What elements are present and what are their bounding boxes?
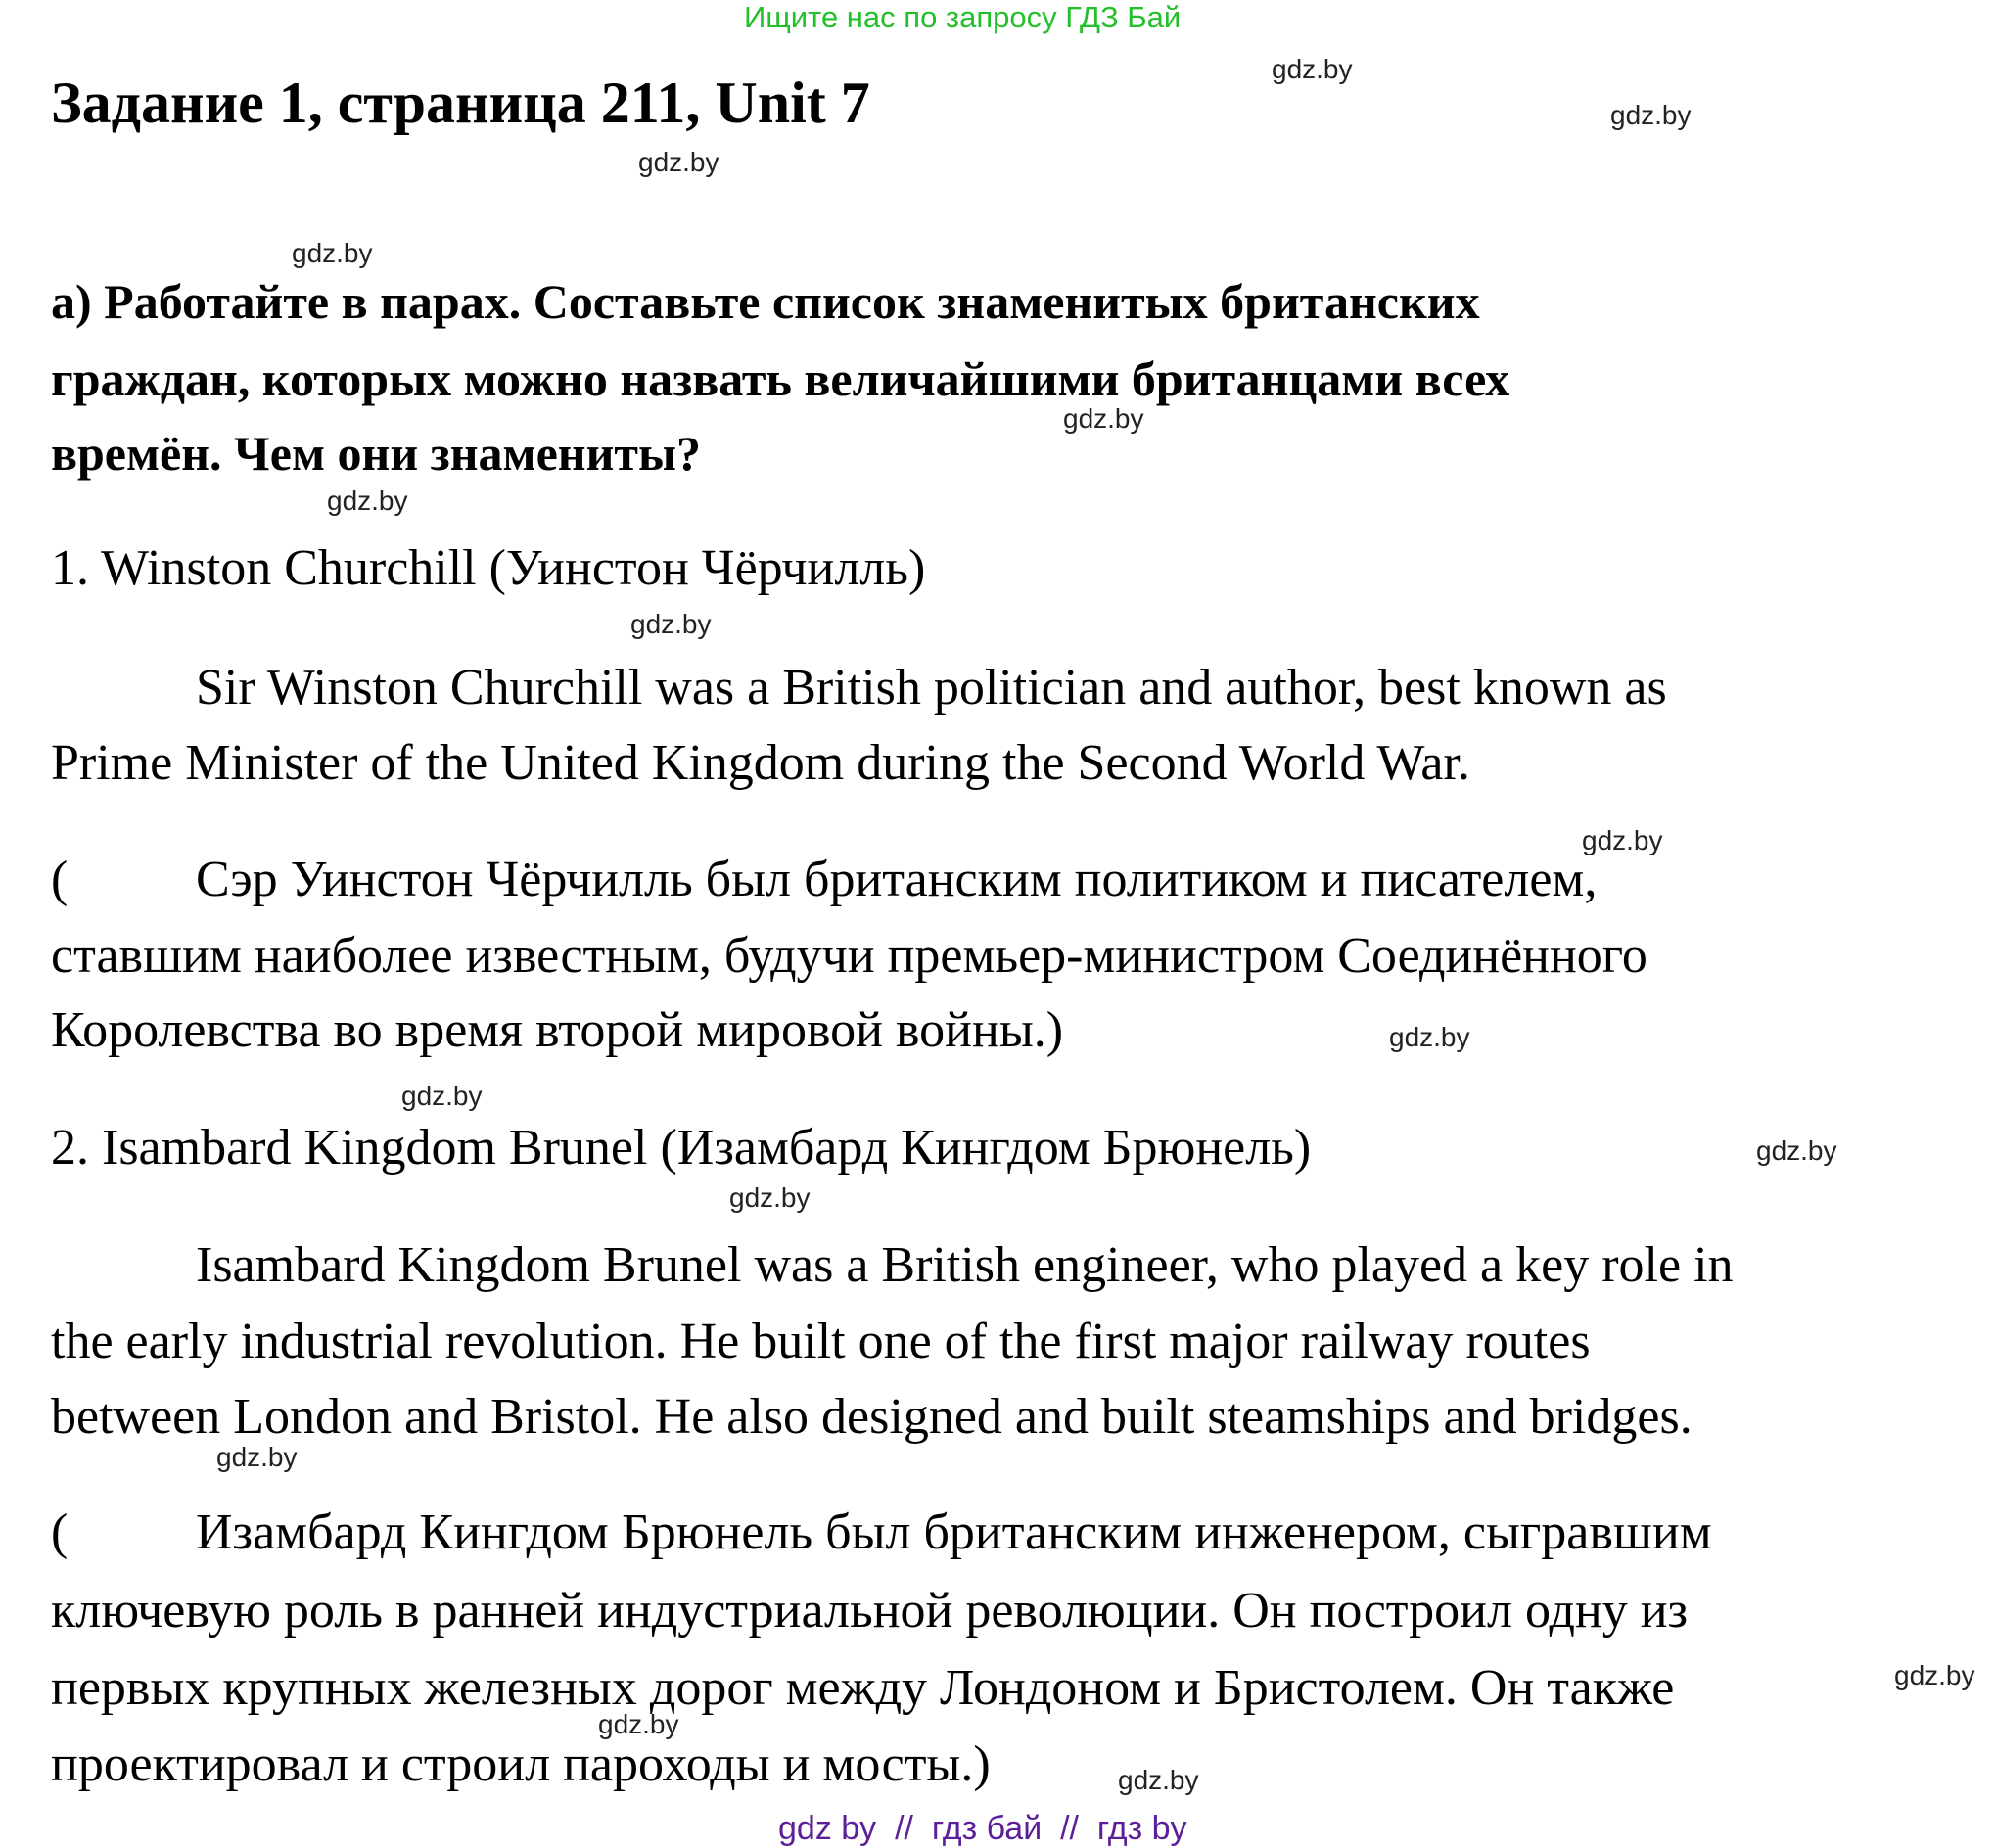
item1-en-line: Sir Winston Churchill was a British politician and author, best known as [196,660,1667,716]
watermark: gdz.by [1894,1660,1975,1690]
watermark: gdz.by [1389,1022,1470,1052]
watermark: gdz.by [216,1442,298,1472]
task-line: а) Работайте в парах. Составьте список знаменитых британских [51,274,1480,329]
watermark: gdz.by [1272,54,1353,84]
watermark: gdz.by [1118,1765,1199,1795]
item2-heading: 2. Isambard Kingdom Brunel (Изамбард Кингдом Брюнель) [51,1120,1312,1176]
item2-ru-line: проектировал и строил пароходы и мосты.) [51,1736,991,1792]
item1-ru-line: ставшим наиболее известным, будучи премьер-министром Соединённого [51,928,1647,984]
item2-en-line: the early industrial revolution. He built one of the first major railway routes [51,1314,1591,1369]
item2-en-line: Isambard Kingdom Brunel was a British engineer, who played a key role in [196,1237,1734,1293]
watermark: gdz.by [598,1709,679,1739]
item2-paren: ( [51,1504,69,1560]
watermark: gdz.by [327,485,408,516]
search-banner[interactable]: Ищите нас по запросу ГДЗ Бай [744,0,1182,34]
item1-en-line: Prime Minister of the United Kingdom during the Second World War. [51,735,1470,791]
watermark: gdz.by [1063,403,1144,434]
watermark: gdz.by [1610,100,1692,130]
item1-ru-line: Сэр Уинстон Чёрчилль был британским политиком и писателем, [196,852,1598,907]
item1-ru-line: Королевства во время второй мировой войны.) [51,1002,1064,1058]
watermark: gdz.by [1756,1135,1837,1166]
watermark: gdz.by [630,609,712,639]
item2-ru-line: ключевую роль в ранней индустриальной революции. Он построил одну из [51,1583,1689,1639]
page-title: Задание 1, страница 211, Unit 7 [51,70,870,135]
item1-heading: 1. Winston Churchill (Уинстон Чёрчилль) [51,540,926,596]
watermark: gdz.by [292,238,373,268]
watermark: gdz.by [638,147,719,177]
item2-en-line: between London and Bristol. He also designed and built steamships and bridges. [51,1389,1693,1445]
task-line: времён. Чем они знамениты? [51,426,701,481]
task-line: граждан, которых можно назвать величайшими британцами всех [51,351,1510,406]
watermark: gdz.by [1582,825,1663,855]
watermark: gdz.by [401,1081,483,1111]
footer-links[interactable]: gdz by // гдз бай // гдз by [778,1810,1187,1847]
item1-paren: ( [51,852,69,907]
item2-ru-line: первых крупных железных дорог между Лондоном и Бристолем. Он также [51,1660,1675,1716]
watermark: gdz.by [729,1182,811,1213]
item2-ru-line: Изамбард Кингдом Брюнель был британским инженером, сыгравшим [196,1504,1712,1560]
